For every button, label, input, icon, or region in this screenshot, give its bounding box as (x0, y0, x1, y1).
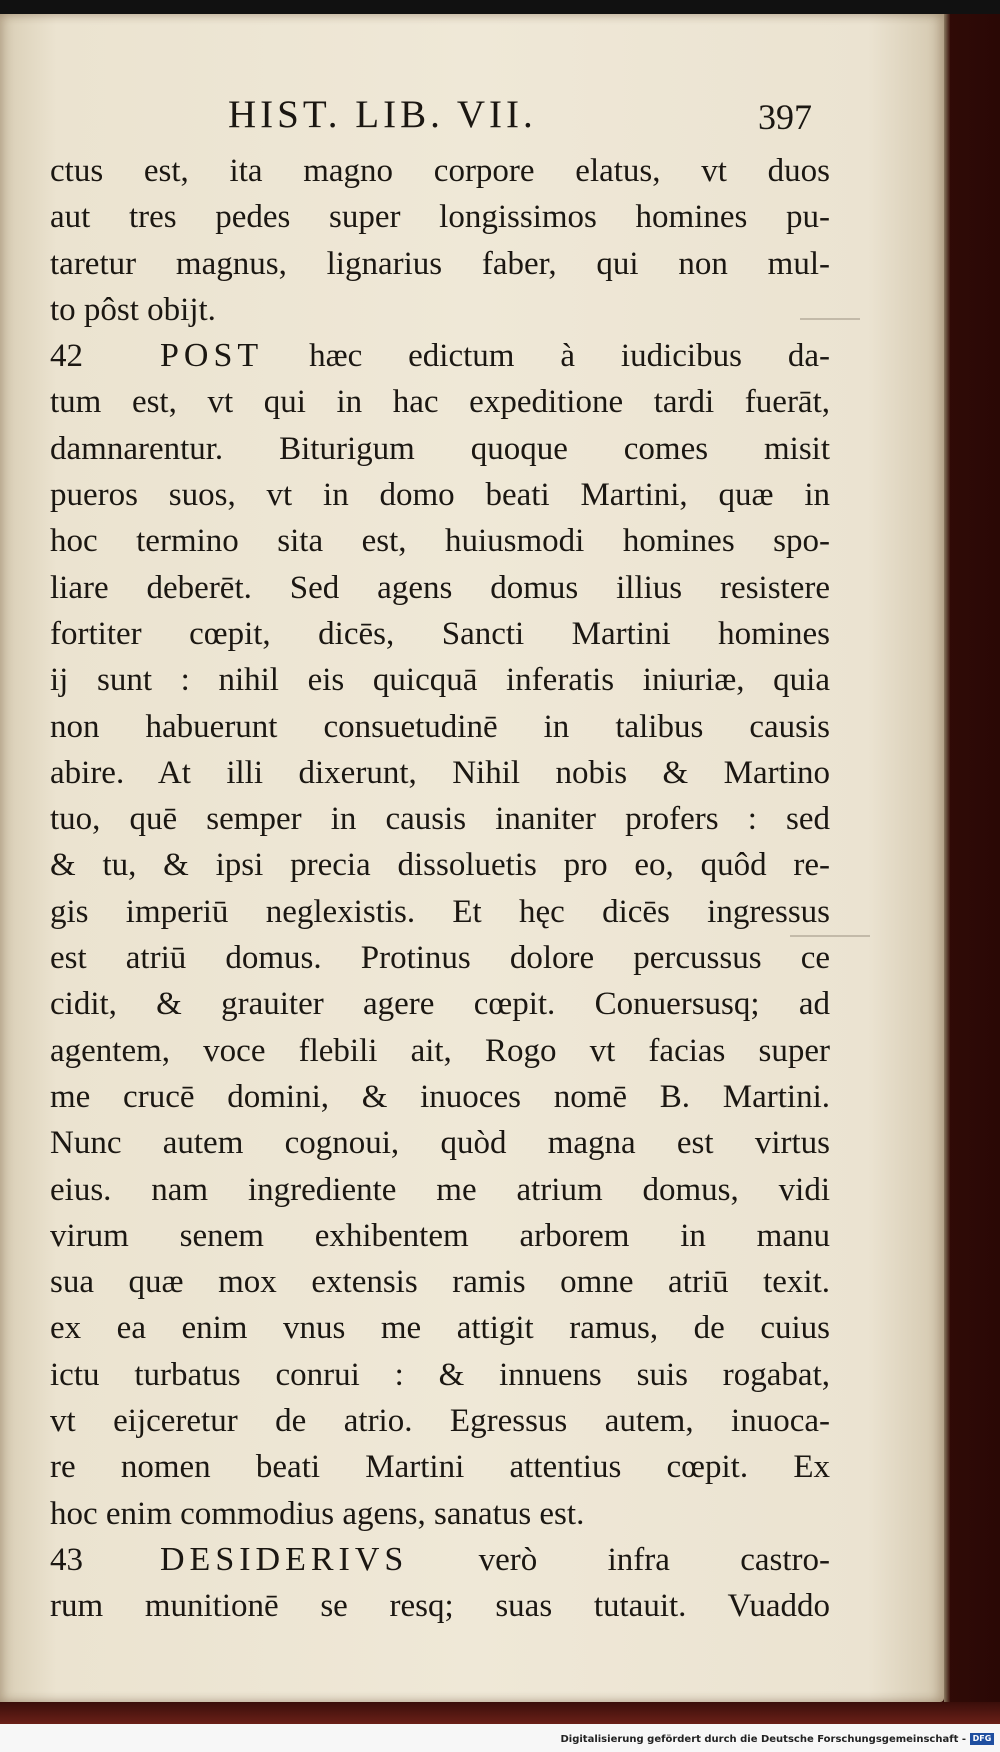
text-line: vt eijceretur de atrio. Egressus autem, inuoca- (50, 1403, 830, 1440)
text-line: ctus est, ita magno corpore elatus, vt duos (50, 153, 830, 189)
dfg-logo: DFG (970, 1733, 994, 1745)
text-line: hoc termino sita est, huiusmodi homines spo- (50, 523, 830, 560)
section-43-first-line (50, 1537, 830, 1583)
text-line: ij sunt : nihil eis quicquā inferatis iniuriæ, quia (50, 662, 830, 699)
scan-bottom-edge (0, 1702, 1000, 1724)
text-line: hoc enim commodius agens, sanatus est. (50, 1495, 585, 1532)
text-line: est atriū domus. Protinus dolore percussus ce (50, 940, 830, 977)
text-line: damnarentur. Biturigum quoque comes misit (50, 430, 830, 467)
digitization-credit: Digitalisierung gefördert durch die Deutsche Forschungsgemeinschaft - (560, 1734, 966, 1745)
page-number: 397 (758, 97, 812, 137)
text-line: liare deberēt. Sed agens domus illius resistere (50, 569, 830, 606)
text-line: Nunc autem cognoui, quòd magna est virtus (50, 1125, 830, 1162)
text-line: virum senem exhibentem arborem in manu (50, 1217, 830, 1254)
text-line: eius. nam ingrediente me atrium domus, vidi (50, 1171, 830, 1208)
scan-top-edge (0, 0, 1000, 14)
body-text (50, 148, 830, 1630)
text-line: sua quæ mox extensis ramis omne atriū texit. (50, 1264, 830, 1301)
text-span: hæc edictum à iudicibus da- (309, 338, 830, 375)
section-initial-caps: POST (160, 337, 264, 375)
text-line: ictu turbatus conrui : & innuens suis rogabat, (50, 1356, 830, 1393)
section-number: 43 (50, 1541, 83, 1578)
text-line: rum munitionē se resq; suas tutauit. Vuaddo (50, 1588, 830, 1625)
text-line: fortiter cœpit, dicēs, Sancti Martini homines (50, 615, 830, 652)
text-line: non habuerunt consuetudinē in talibus causis (50, 708, 830, 745)
text-line: ex ea enim vnus me attigit ramus, de cuius (50, 1310, 830, 1347)
page-edge-shadow (944, 14, 950, 1702)
text-line: aut tres pedes super longissimos homines pu- (50, 199, 830, 236)
section-number: 42 (50, 338, 83, 375)
text-span: verò infra castro- (478, 1541, 830, 1578)
text-line: & tu, & ipsi precia dissoluetis pro eo, quôd re- (50, 847, 830, 884)
text-line: re nomen beati Martini attentius cœpit. Ex (50, 1449, 830, 1486)
text-line: tuo, quē semper in causis inaniter profers : sed (50, 801, 830, 838)
section-42-first-line (50, 333, 830, 379)
text-line: abire. At illi dixerunt, Nihil nobis & Martino (50, 754, 830, 791)
running-head: HIST. LIB. VII. (228, 93, 537, 136)
text-line: cidit, & grauiter agere cœpit. Conuersusq; ad (50, 986, 830, 1023)
text-line: gis imperiū neglexistis. Et hęc dicēs ingressus (50, 893, 830, 930)
text-line: taretur magnus, lignarius faber, qui non mul- (50, 245, 830, 282)
text-line: tum est, vt qui in hac expeditione tardi fuerāt, (50, 384, 830, 421)
text-line: to pôst obijt. (50, 291, 216, 328)
text-line: agentem, voce flebili ait, Rogo vt facias super (50, 1032, 830, 1069)
text-line: pueros suos, vt in domo beati Martini, quæ in (50, 477, 830, 514)
section-initial-caps: DESIDERIVS (160, 1540, 409, 1578)
text-line: me crucē domini, & inuoces nomē B. Martini. (50, 1078, 830, 1115)
